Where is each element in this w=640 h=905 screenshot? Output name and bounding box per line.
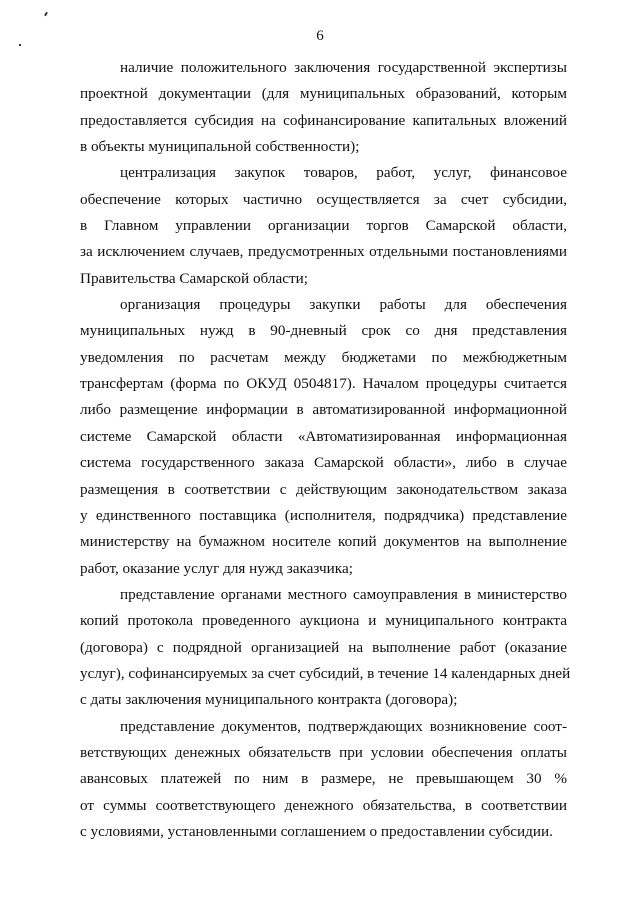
scan-speck (44, 12, 48, 16)
text-line: обеспечение которых частично осуществляется за счет субсидии, (80, 190, 567, 208)
text-line: размещения в соответствии с действующим законодательством заказа (80, 480, 567, 498)
text-line: системе Самарской области «Автоматизированная информационная (80, 427, 567, 445)
paragraph (80, 582, 571, 714)
text-line: услуг), софинансируемых за счет субсидий, в течение 14 календарных дней (80, 664, 571, 682)
text-line: уведомления по расчетам между бюджетами по межбюджетным (80, 348, 567, 366)
text-line: система государственного заказа Самарской области», либо в случае (80, 454, 567, 472)
paragraph (80, 714, 567, 846)
text-line: Правительства Самарской области; (80, 269, 308, 287)
text-line: наличие положительного заключения государственной экспертизы (120, 59, 567, 76)
text-line: представление органами местного самоуправления в министерство (120, 585, 567, 603)
text-line: ветствующих денежных обязательств при условии обеспечения оплаты (80, 743, 567, 761)
paragraph (80, 160, 567, 292)
text-line: авансовых платежей по ним в размере, не превышающем 30 % (80, 770, 567, 788)
text-line: за исключением случаев, предусмотренных отдельными постановлениями (80, 243, 567, 261)
text-line: трансфертам (форма по ОКУД 0504817). Началом процедуры считается (80, 375, 567, 393)
text-line: муниципальных нужд в 90-дневный срок со дня представления (80, 322, 567, 340)
text-line: либо размещение информации в автоматизированной информационной (80, 401, 567, 419)
text-line: организация процедуры закупки работы для обеспечения (120, 296, 567, 314)
text-line: в Главном управлении организации торгов Самарской области, (80, 217, 567, 235)
text-line: (договора) с подрядной организацией на выполнение работ (оказание (80, 638, 567, 656)
text-line: от суммы соответствующего денежного обязательства, в соответствии (80, 796, 567, 814)
paragraph (80, 292, 567, 582)
text-line: представление документов, подтверждающих возникновение соот- (120, 717, 567, 735)
text-line: работ, оказание услуг для нужд заказчика; (80, 559, 353, 577)
text-line: с даты заключения муниципального контракта (договора); (80, 691, 458, 709)
page-number: 6 (316, 28, 324, 44)
document-body (80, 55, 571, 845)
text-line: в объекты муниципальной собственности); (80, 138, 360, 156)
text-line: копий протокола проведенного аукциона и муниципального контракта (80, 612, 567, 630)
text-line: с условиями, установленными соглашением о предоставлении субсидии. (80, 822, 553, 840)
text-line: проектной документации (для муниципальных образований, которым (80, 85, 567, 103)
text-line: централизация закупок товаров, работ, услуг, финансовое (120, 164, 567, 182)
paragraph (80, 55, 567, 160)
text-line: министерству на бумажном носителе копий документов на выполнение (80, 533, 567, 551)
text-line: у единственного поставщика (исполнителя, подрядчика) представление (80, 506, 567, 524)
text-line: предоставляется субсидия на софинансирование капитальных вложений (80, 111, 567, 129)
